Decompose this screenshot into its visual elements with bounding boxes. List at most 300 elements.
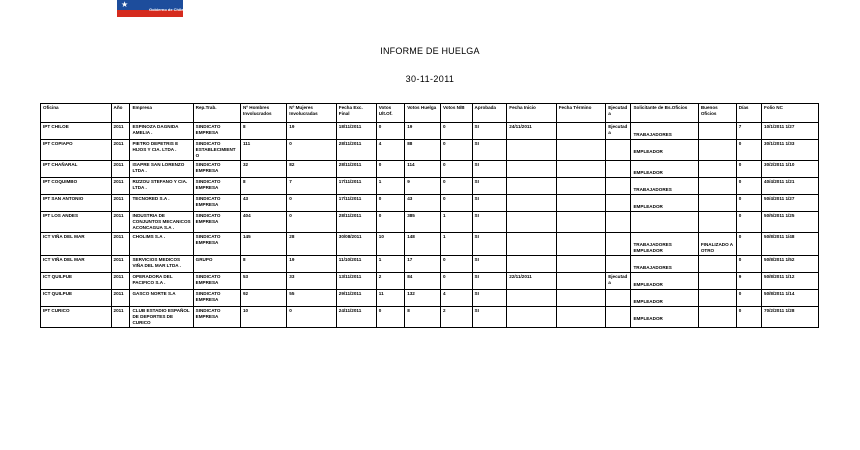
- cell-text: 29/11/2011: [338, 291, 362, 296]
- table-cell: [240, 195, 286, 212]
- cell-text: 17: [407, 257, 413, 262]
- cell-text: IPT CHILOE: [43, 124, 69, 129]
- report-date: 30-11-2011: [405, 74, 455, 84]
- table-cell: [287, 212, 336, 233]
- table-cell: [287, 161, 336, 178]
- cell-text: 2011: [113, 179, 124, 184]
- cell-text: 2011: [113, 274, 124, 279]
- table-cell: [287, 307, 336, 328]
- cell-text: 0: [738, 234, 742, 239]
- table-cell: [336, 195, 376, 212]
- cell-text: 2: [378, 274, 382, 279]
- cell-text: 43: [242, 196, 249, 201]
- cell-text: GRUPO: [195, 257, 213, 262]
- column-header: Ejecutada: [606, 104, 631, 123]
- cell-text: ISAPRE SAN LORENZO LTDA .: [132, 162, 185, 173]
- table-cell: [336, 273, 376, 290]
- table-row: [41, 178, 819, 195]
- table-cell: [336, 233, 376, 256]
- table-cell: [240, 307, 286, 328]
- table-cell: [111, 256, 130, 273]
- table-cell: [336, 161, 376, 178]
- table-cell: [41, 140, 112, 161]
- cell-text: Ejecutada: [608, 124, 628, 135]
- cell-text: 2011: [113, 234, 124, 239]
- table-cell: [336, 290, 376, 307]
- table-cell: [41, 290, 112, 307]
- table-row: [41, 273, 819, 290]
- cell-text: 0: [442, 124, 446, 129]
- cell-text: ICT VIÑA DEL MAR: [43, 234, 85, 239]
- table-cell: [111, 140, 130, 161]
- column-header: Rep.Trab.: [193, 104, 240, 123]
- table-cell: [287, 140, 336, 161]
- table-cell: [405, 161, 441, 178]
- table-cell: [698, 233, 736, 256]
- table-cell: [405, 123, 441, 140]
- table-cell: [287, 273, 336, 290]
- table-cell: [507, 195, 556, 212]
- table-cell: [287, 256, 336, 273]
- table-cell: [240, 212, 286, 233]
- table-cell: [440, 256, 472, 273]
- table-cell: [736, 233, 761, 256]
- table-cell: [111, 273, 130, 290]
- table-row: [41, 140, 819, 161]
- table-cell: [556, 256, 605, 273]
- table-cell: [762, 140, 819, 161]
- table-cell: [698, 161, 736, 178]
- table-cell: [193, 123, 240, 140]
- table-cell: [405, 140, 441, 161]
- cell-text: 50/4/2011 1/27: [764, 196, 795, 201]
- cell-text: SERVICIOS MEDICOS VIÑA DEL MAR LTDA .: [132, 257, 181, 268]
- table-cell: [736, 161, 761, 178]
- table-cell: [698, 307, 736, 328]
- government-logo: [117, 0, 183, 17]
- cell-text: 2011: [113, 162, 124, 167]
- cell-text: IPT CHAÑARAL: [43, 162, 78, 167]
- cell-text: 28/11/2011: [338, 162, 362, 167]
- cell-text: 22/11/2011: [509, 274, 532, 279]
- cell-text: 10: [378, 234, 384, 239]
- table-cell: [472, 123, 507, 140]
- table-row: [41, 161, 819, 178]
- table-cell: [736, 195, 761, 212]
- cell-text: RIZZOU STEFANO Y CIA. LTDA .: [132, 179, 188, 190]
- cell-text: 0: [289, 308, 292, 313]
- cell-text: 0: [378, 124, 382, 129]
- table-cell: [507, 123, 556, 140]
- cell-text: 28: [289, 234, 295, 239]
- table-row: [41, 123, 819, 140]
- table-cell: [130, 178, 193, 195]
- table-cell: [405, 233, 441, 256]
- table-cell: [606, 140, 631, 161]
- column-header: Aprobada: [472, 104, 507, 123]
- cell-text: 30/1/2011 1/33: [764, 141, 795, 146]
- cell-text: IPT COQUIMBO: [43, 179, 78, 184]
- cell-text: SINDICATO EMPRESA: [195, 162, 221, 173]
- table-cell: [240, 140, 286, 161]
- column-header: Empresa: [130, 104, 193, 123]
- table-cell: [405, 290, 441, 307]
- cell-text: 0: [442, 274, 446, 279]
- star-icon: ★: [121, 0, 129, 9]
- table-cell: [130, 233, 193, 256]
- table-cell: [130, 140, 193, 161]
- cell-text: 18/11/2011: [338, 124, 362, 129]
- table-cell: [130, 161, 193, 178]
- table-cell: [472, 178, 507, 195]
- table-cell: [111, 195, 130, 212]
- cell-text: 0: [738, 162, 742, 167]
- cell-text: 0: [289, 213, 292, 218]
- table-cell: [606, 290, 631, 307]
- table-cell: [507, 256, 556, 273]
- cell-text: SI: [474, 274, 479, 279]
- cell-text: 4: [442, 291, 446, 296]
- table-cell: [762, 212, 819, 233]
- cell-text: 1: [378, 179, 382, 184]
- table-row: [41, 290, 819, 307]
- cell-text: IPT COPIAPO: [43, 141, 73, 146]
- table-cell: [130, 256, 193, 273]
- table-cell: [193, 290, 240, 307]
- cell-text: 114: [407, 162, 415, 167]
- cell-text: SI: [474, 179, 479, 184]
- table-cell: [606, 233, 631, 256]
- cell-text: 11/10/2011: [338, 257, 362, 262]
- cell-text: SINDICATO EMPRESA: [195, 124, 221, 135]
- cell-text: CHOLIMS S.A .: [132, 234, 165, 239]
- table-row: [41, 233, 819, 256]
- table-cell: [193, 233, 240, 256]
- cell-text: 0: [738, 179, 742, 184]
- cell-text: 0: [738, 196, 742, 201]
- cell-text: 0: [738, 291, 742, 296]
- table-cell: [376, 195, 404, 212]
- table-header: [41, 104, 819, 123]
- table-cell: [440, 140, 472, 161]
- table-cell: [556, 195, 605, 212]
- table-cell: [111, 123, 130, 140]
- cell-text: 50/5/2011 1/25: [764, 213, 795, 218]
- table-cell: [440, 178, 472, 195]
- column-header: Buenos Oficios: [698, 104, 736, 123]
- table-cell: [193, 307, 240, 328]
- cell-text: SINDICATO EMPRESA: [195, 291, 221, 302]
- table-cell: [240, 233, 286, 256]
- cell-text: Ejecutada: [608, 274, 628, 285]
- cell-text: 145: [242, 234, 251, 239]
- table-cell: [631, 290, 698, 307]
- cell-text: 7: [289, 179, 292, 184]
- cell-text: 2011: [113, 291, 124, 296]
- table-cell: [376, 212, 404, 233]
- cell-text: 53: [242, 274, 249, 279]
- table-cell: [736, 273, 761, 290]
- cell-text: 8: [242, 257, 246, 262]
- table-cell: [193, 195, 240, 212]
- table-cell: [507, 273, 556, 290]
- cell-text: 30/08/2011: [338, 234, 362, 239]
- cell-text: 0: [378, 213, 382, 218]
- table-cell: [405, 195, 441, 212]
- table-cell: [698, 140, 736, 161]
- table-cell: [130, 307, 193, 328]
- table-cell: [472, 195, 507, 212]
- cell-text: SI: [474, 162, 479, 167]
- cell-text: 92: [242, 291, 249, 296]
- report-title: INFORME DE HUELGA: [380, 46, 480, 56]
- cell-text: 0: [442, 196, 446, 201]
- table-cell: [41, 256, 112, 273]
- cell-text: 0: [738, 257, 742, 262]
- table-cell: [111, 212, 130, 233]
- cell-text: ICT QUILPUE: [43, 274, 73, 279]
- table-cell: [111, 161, 130, 178]
- table-cell: [376, 290, 404, 307]
- table-cell: [41, 233, 112, 256]
- cell-text: SINDICATO ESTABLECIMIENTO: [195, 141, 236, 158]
- table-cell: [606, 123, 631, 140]
- cell-text: 10: [242, 308, 249, 313]
- cell-text: 19: [407, 124, 413, 129]
- table-row: [41, 195, 819, 212]
- table-cell: [631, 195, 698, 212]
- table-cell: [376, 140, 404, 161]
- table-cell: [556, 161, 605, 178]
- table-cell: [507, 178, 556, 195]
- table-cell: [376, 256, 404, 273]
- cell-text: 13/11/2011: [338, 274, 362, 279]
- cell-text: 8: [407, 308, 410, 313]
- table-cell: [287, 178, 336, 195]
- table-cell: [336, 123, 376, 140]
- cell-text: FINALIZADO A OTRO: [700, 242, 733, 253]
- column-header: Fecha Exc. Final: [336, 104, 376, 123]
- table-cell: [130, 212, 193, 233]
- cell-text: 8: [242, 124, 246, 129]
- cell-text: IPT CURICO: [43, 308, 70, 313]
- table-cell: [472, 273, 507, 290]
- table-cell: [405, 273, 441, 290]
- table-cell: [41, 195, 112, 212]
- table-cell: [736, 212, 761, 233]
- table-cell: [240, 290, 286, 307]
- table-cell: [507, 140, 556, 161]
- cell-text: INDUSTRIA DE CONJUNTOS MECANICOS ACONCAGUA S.A .: [132, 213, 191, 230]
- table-cell: [762, 290, 819, 307]
- cell-text: 17/11/2011: [338, 179, 362, 184]
- table-cell: [698, 212, 736, 233]
- table-cell: [698, 195, 736, 212]
- column-header: Folio NC: [762, 104, 819, 123]
- table-cell: [193, 140, 240, 161]
- cell-text: PIETRO DEPETRIS E HIJOS Y CIA. LTDA .: [132, 141, 179, 152]
- cell-text: TRABAJADORES: [633, 187, 672, 192]
- table-cell: [440, 307, 472, 328]
- table-cell: [41, 212, 112, 233]
- cell-text: 385: [407, 213, 415, 218]
- cell-text: ICT QUILPUE: [43, 291, 73, 296]
- table-cell: [631, 178, 698, 195]
- table-cell: [631, 233, 698, 256]
- cell-text: 10/1/2011 1/27: [764, 124, 795, 129]
- table-cell: [762, 123, 819, 140]
- cell-text: 28/11/2011: [338, 141, 362, 146]
- table-cell: [472, 140, 507, 161]
- table-cell: [472, 233, 507, 256]
- cell-text: 2011: [113, 213, 124, 218]
- table-cell: [736, 307, 761, 328]
- cell-text: 0: [442, 141, 446, 146]
- table-cell: [111, 290, 130, 307]
- cell-text: ESPINOZA DAGNIDA AMELIA .: [132, 124, 179, 135]
- cell-text: SINDICATO EMPRESA: [195, 213, 221, 224]
- cell-text: 9: [407, 179, 410, 184]
- table-cell: [736, 140, 761, 161]
- table-cell: [336, 307, 376, 328]
- table-cell: [606, 212, 631, 233]
- table-cell: [240, 256, 286, 273]
- table-cell: [556, 140, 605, 161]
- cell-text: 2011: [113, 141, 124, 146]
- cell-text: SI: [474, 291, 479, 296]
- table-cell: [736, 256, 761, 273]
- table-cell: [606, 256, 631, 273]
- logo-text: Gobierno de Chile: [149, 7, 184, 12]
- table-cell: [507, 307, 556, 328]
- cell-text: SI: [474, 124, 479, 129]
- column-header: Días: [736, 104, 761, 123]
- cell-text: 0: [378, 162, 382, 167]
- cell-text: 40/4/2011 1/21: [764, 179, 795, 184]
- cell-text: 4: [378, 141, 382, 146]
- table-cell: [736, 178, 761, 195]
- cell-text: 0: [738, 213, 742, 218]
- table-cell: [631, 123, 698, 140]
- cell-text: 2011: [113, 257, 124, 262]
- table-cell: [556, 307, 605, 328]
- column-header: Solicitante de Bs.Oficios: [631, 104, 698, 123]
- table-cell: [287, 290, 336, 307]
- table-cell: [606, 161, 631, 178]
- cell-text: 11: [378, 291, 384, 296]
- table-cell: [472, 212, 507, 233]
- cell-text: 111: [242, 141, 251, 146]
- table-cell: [556, 290, 605, 307]
- table-cell: [376, 161, 404, 178]
- table-row: [41, 256, 819, 273]
- column-header: Nº Mujeres Involucradas: [287, 104, 336, 123]
- table-cell: [698, 256, 736, 273]
- cell-text: IPT LOS ANDES: [43, 213, 79, 218]
- table-cell: [130, 195, 193, 212]
- cell-text: 50/8/2011 1/52: [764, 257, 795, 262]
- table-cell: [130, 290, 193, 307]
- cell-text: 19: [289, 257, 295, 262]
- table-cell: [631, 273, 698, 290]
- table-cell: [762, 256, 819, 273]
- table-cell: [440, 233, 472, 256]
- cell-text: 7: [738, 124, 742, 129]
- cell-text: SINDICATO EMPRESA: [195, 196, 221, 207]
- cell-text: EMPLEADOR: [633, 316, 663, 321]
- cell-text: 404: [242, 213, 251, 218]
- cell-text: 0: [378, 196, 382, 201]
- table-cell: [240, 178, 286, 195]
- table-cell: [631, 307, 698, 328]
- table-cell: [698, 290, 736, 307]
- table-body: [41, 123, 819, 328]
- table-cell: [556, 123, 605, 140]
- strike-report-table: [40, 103, 819, 328]
- table-cell: [736, 123, 761, 140]
- cell-text: 24/11/2011: [338, 308, 362, 313]
- cell-text: SINDICATO EMPRESA: [195, 274, 221, 285]
- table-cell: [193, 178, 240, 195]
- column-header: Año: [111, 104, 130, 123]
- table-cell: [376, 307, 404, 328]
- cell-text: SINDICATO EMPRESA: [195, 234, 221, 245]
- table-cell: [736, 290, 761, 307]
- table-cell: [193, 161, 240, 178]
- cell-text: EMPLEADOR: [633, 282, 663, 287]
- table-cell: [762, 233, 819, 256]
- cell-text: SINDICATO EMPRESA: [195, 179, 221, 190]
- table-cell: [472, 256, 507, 273]
- table-cell: [472, 161, 507, 178]
- cell-text: SI: [474, 141, 479, 146]
- column-header: Oficina: [41, 104, 112, 123]
- table-cell: [111, 233, 130, 256]
- table-cell: [405, 307, 441, 328]
- cell-text: 24/11/2011: [509, 124, 532, 129]
- cell-text: SI: [474, 234, 479, 239]
- cell-text: TRABAJADORES: [633, 265, 672, 270]
- cell-text: TECNORED S.A .: [132, 196, 170, 201]
- cell-text: 1: [442, 234, 446, 239]
- cell-text: IPT SAN ANTONIO: [43, 196, 84, 201]
- cell-text: GASCO NORTE S.A: [132, 291, 176, 296]
- cell-text: TRABAJADORES EMPLEADOR: [633, 242, 672, 253]
- table-cell: [631, 256, 698, 273]
- cell-text: SI: [474, 196, 479, 201]
- cell-text: 0: [442, 179, 446, 184]
- table-cell: [336, 256, 376, 273]
- table-cell: [440, 123, 472, 140]
- cell-text: SI: [474, 308, 479, 313]
- cell-text: 0: [442, 257, 446, 262]
- table-cell: [336, 212, 376, 233]
- table-cell: [440, 195, 472, 212]
- cell-text: 2011: [113, 124, 124, 129]
- table-cell: [507, 212, 556, 233]
- table-cell: [440, 212, 472, 233]
- table-row: [41, 307, 819, 328]
- cell-text: 0: [442, 162, 446, 167]
- table-cell: [240, 273, 286, 290]
- cell-text: SI: [474, 213, 479, 218]
- table-cell: [111, 178, 130, 195]
- table-cell: [556, 273, 605, 290]
- table-cell: [606, 273, 631, 290]
- cell-text: 88: [407, 141, 413, 146]
- table-cell: [41, 161, 112, 178]
- cell-text: EMPLEADOR: [633, 170, 663, 175]
